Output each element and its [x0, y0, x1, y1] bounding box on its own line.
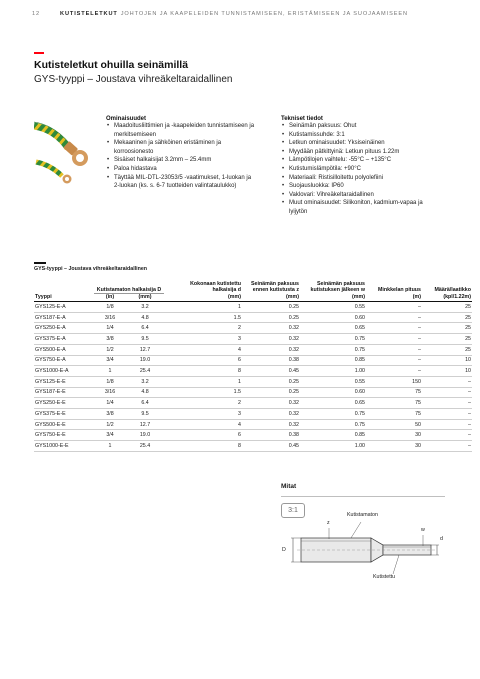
table-cell: 0.32 [242, 398, 300, 409]
table-cell: 0.45 [242, 441, 300, 452]
table-cell: 1 [164, 302, 242, 313]
table-cell: 0.32 [242, 419, 300, 430]
table-cell: GYS1000-E-A [34, 366, 94, 377]
table-cell: 12.7 [126, 344, 164, 355]
list-item: • Muut ominaisuudet: Silikoniton, kadmium-vapaa ja lyijytön [281, 199, 441, 216]
table-cell: 0.25 [242, 387, 300, 398]
header-unshrunk: Kutistamaton halkaisija D [94, 281, 164, 293]
table-row [34, 312, 472, 323]
header-unit-in: (in) [94, 293, 126, 301]
table-cell: 4.8 [126, 387, 164, 398]
table-cell: GYS750-E-A [34, 355, 94, 366]
table-cell: 25.4 [126, 441, 164, 452]
table-cell: – [422, 430, 472, 441]
table-cell: 0.65 [300, 398, 366, 409]
table-cell: 1.00 [300, 441, 366, 452]
table-cell: – [422, 398, 472, 409]
table-header-units-row [34, 293, 472, 301]
list-item: • Paloa hidastava [106, 165, 256, 174]
label-shrunk: Kutistettu [373, 574, 396, 580]
table-row [34, 323, 472, 334]
table-row [34, 419, 472, 430]
header-description: JOHTOJEN JA KAAPELEIDEN TUNNISTAMISEEN, ERISTÄMISEEN JA SUOJAAMISEEN [120, 11, 408, 17]
table-cell: 75 [366, 387, 422, 398]
header-unit-min-length: (m) [366, 293, 422, 301]
table-cell: 19.0 [126, 355, 164, 366]
list-item: • Myydään pätkittyinä: Letkun pituus 1.22m [281, 148, 441, 157]
table-cell: 1/4 [94, 323, 126, 334]
table-cell: 0.25 [242, 302, 300, 313]
table-header-row [34, 281, 472, 293]
table-cell: 25.4 [126, 366, 164, 377]
label-d: d [440, 536, 443, 542]
table-row [34, 302, 472, 313]
table-cell: – [366, 302, 422, 313]
table-cell: 0.85 [300, 430, 366, 441]
table-cell: 50 [366, 419, 422, 430]
table-cell: 10 [422, 366, 472, 377]
table-cell: 3/8 [94, 334, 126, 345]
table-cell: GYS187-E-E [34, 387, 94, 398]
table-cell: – [422, 419, 472, 430]
list-item: • Vaklovari: Vihreäkeltaraidallinen [281, 191, 441, 200]
table-cell: 25 [422, 302, 472, 313]
table-cell: 0.60 [300, 312, 366, 323]
features-list [106, 122, 256, 191]
table-cell: – [366, 366, 422, 377]
table-cell: GYS375-E-A [34, 334, 94, 345]
table-title: GYS-tyyppi – Joustava vihreäkeltaraidallinen [34, 266, 148, 272]
table-cell: 3/16 [94, 312, 126, 323]
table-cell: 1/2 [94, 419, 126, 430]
table-cell: 25 [422, 323, 472, 334]
table-cell: – [366, 344, 422, 355]
accent-bar [34, 52, 44, 54]
table-cell: 3.2 [126, 376, 164, 387]
table-cell: 6 [164, 430, 242, 441]
list-item: • Materiaali: Ristisilloitettu polyolefiini [281, 174, 441, 183]
table-cell: 6.4 [126, 398, 164, 409]
table-cell: 25 [422, 334, 472, 345]
header-category: KUTISTELETKUT [60, 11, 118, 17]
list-item: • Maadoitusliittimien ja -kaapeleiden tunnistamiseen ja merkitsemiseen [106, 122, 256, 139]
label-z: z [327, 520, 330, 526]
header-qty: Määrä/laatikko [434, 287, 471, 294]
table-row [34, 398, 472, 409]
header-wall-before: Seinämän paksuus ennen kutistusta z [251, 281, 299, 294]
table-row [34, 355, 472, 366]
table-cell: 3 [164, 334, 242, 345]
dimensions-rule [281, 496, 445, 497]
list-item: • Kutistumislämpötila: +90°C [281, 165, 441, 174]
table-cell: 0.32 [242, 344, 300, 355]
table-row [34, 430, 472, 441]
table-cell: 6 [164, 355, 242, 366]
table-cell: 19.0 [126, 430, 164, 441]
dimensions-title: Mitat [281, 483, 297, 490]
table-cell: 8 [164, 366, 242, 377]
table-cell: 30 [366, 441, 422, 452]
list-item: • Sisäiset halkaisijat 3.2mm – 25.4mm [106, 156, 256, 165]
product-photo [34, 118, 96, 186]
table-cell: 0.75 [300, 408, 366, 419]
table-cell: – [422, 441, 472, 452]
table-cell: 12.7 [126, 419, 164, 430]
table-cell: 1.5 [164, 387, 242, 398]
list-item: • Letkun ominaisuudet: Yksiseinäinen [281, 139, 441, 148]
table-cell: 150 [366, 376, 422, 387]
label-unshrunk: Kutistamaton [347, 512, 378, 518]
table-cell: 1.00 [300, 366, 366, 377]
table-cell: 4.8 [126, 312, 164, 323]
table-cell: 3 [164, 408, 242, 419]
table-cell: 0.60 [300, 387, 366, 398]
list-item: • Täyttää MIL-DTL-23053/5 -vaatimukset, 1-luokan ja 2-luokan (ks. s. 6-7 tuotteiden valintataulukko) [106, 174, 256, 191]
table-cell: 1/4 [94, 398, 126, 409]
product-subtitle: GYS-tyyppi – Joustava vihreäkeltaraidallinen [34, 74, 233, 85]
page-header [32, 11, 462, 23]
table-cell: 4 [164, 344, 242, 355]
list-item: • Mekaaninen ja sähköinen eristäminen ja korroosionesto [106, 139, 256, 156]
table-cell: 1/8 [94, 302, 126, 313]
table-cell: 30 [366, 430, 422, 441]
table-cell: 6.4 [126, 323, 164, 334]
table-cell: 3/16 [94, 387, 126, 398]
header-shrunk: Kokonaan kutistettu halkaisija d [190, 281, 241, 294]
shrink-ratio-badge: 3:1 [281, 503, 305, 518]
table-cell: 1/8 [94, 376, 126, 387]
table-cell: 25 [422, 312, 472, 323]
table-row [34, 334, 472, 345]
table-cell: – [422, 376, 472, 387]
product-title: Kutisteletkut ohuilla seinämillä [34, 59, 189, 71]
table-cell: 2 [164, 323, 242, 334]
table-cell: GYS1000-E-E [34, 441, 94, 452]
header-unit-wall-before: (mm) [242, 293, 300, 301]
table-cell: 25 [422, 344, 472, 355]
table-cell: 0.32 [242, 408, 300, 419]
table-cell: – [366, 312, 422, 323]
table-row [34, 376, 472, 387]
table-row [34, 366, 472, 377]
table-cell: 0.75 [300, 419, 366, 430]
list-item: • Kutistamissuhde: 3:1 [281, 131, 441, 140]
table-cell: 1/2 [94, 344, 126, 355]
table-row [34, 408, 472, 419]
table-cell: GYS750-E-E [34, 430, 94, 441]
table-cell: 75 [366, 408, 422, 419]
table-cell: 0.85 [300, 355, 366, 366]
header-wall-after: Seinämän paksuus kutistuksen jälkeen w [310, 281, 365, 294]
header-unit-wall-after: (mm) [300, 293, 366, 301]
table-cell: 1.5 [164, 312, 242, 323]
header-unit-qty: (kpl/1.22m) [422, 293, 472, 301]
table-cell: 0.25 [242, 312, 300, 323]
table-title-rule [34, 262, 46, 264]
table-cell: – [422, 408, 472, 419]
table-cell: 0.32 [242, 323, 300, 334]
table-cell: 0.25 [242, 376, 300, 387]
table-cell: 0.38 [242, 430, 300, 441]
header-type: Tyyppi [34, 293, 94, 301]
table-cell: 0.75 [300, 344, 366, 355]
table-cell: – [366, 355, 422, 366]
table-cell: 1 [94, 441, 126, 452]
table-cell: 1 [164, 376, 242, 387]
table-cell: – [422, 387, 472, 398]
table-cell: GYS500-E-E [34, 419, 94, 430]
table-row [34, 344, 472, 355]
table-cell: 10 [422, 355, 472, 366]
dimension-diagram [281, 512, 445, 584]
table-cell: GYS250-E-A [34, 323, 94, 334]
table-cell: 0.55 [300, 302, 366, 313]
table-row [34, 387, 472, 398]
table-cell: GYS125-E-E [34, 376, 94, 387]
table-cell: 0.55 [300, 376, 366, 387]
table-cell: 75 [366, 398, 422, 409]
table-cell: GYS187-E-A [34, 312, 94, 323]
features-section [106, 116, 256, 191]
list-item: • Lämpötilojen vaihtelu: -55°C – +135°C [281, 156, 441, 165]
table-cell: 4 [164, 419, 242, 430]
table-cell: GYS500-E-A [34, 344, 94, 355]
table-cell: 3.2 [126, 302, 164, 313]
table-cell: 1 [94, 366, 126, 377]
table-cell: 3/8 [94, 408, 126, 419]
table-cell: 3/4 [94, 355, 126, 366]
table-cell: GYS125-E-A [34, 302, 94, 313]
table-cell: 3/4 [94, 430, 126, 441]
table-cell: 8 [164, 441, 242, 452]
specs-list [281, 122, 441, 217]
header-unit-mm: (mm) [126, 293, 164, 301]
table-cell: 2 [164, 398, 242, 409]
label-w: w [421, 527, 425, 533]
spec-table [34, 281, 472, 452]
table-cell: 0.38 [242, 355, 300, 366]
table-cell: 0.45 [242, 366, 300, 377]
table-cell: 0.32 [242, 334, 300, 345]
table-cell: GYS250-E-E [34, 398, 94, 409]
features-title: Ominaisuudet [106, 116, 147, 122]
header-unit-shrunk: (mm) [164, 293, 242, 301]
table-cell: – [366, 334, 422, 345]
table-cell: 0.65 [300, 323, 366, 334]
list-item: • Suojausluokka: IP60 [281, 182, 441, 191]
specs-title: Tekniset tiedot [281, 116, 323, 122]
table-cell: GYS375-E-E [34, 408, 94, 419]
label-D: D [282, 547, 286, 553]
page-number: 12 [32, 11, 41, 17]
table-cell: 9.5 [126, 334, 164, 345]
specs-section [281, 116, 441, 217]
table-cell: 9.5 [126, 408, 164, 419]
table-cell: 0.75 [300, 334, 366, 345]
list-item: • Seinämän paksuus: Ohut [281, 122, 441, 131]
table-row [34, 441, 472, 452]
table-cell: – [366, 323, 422, 334]
header-min-length: Minkkelan pituus [378, 287, 421, 294]
